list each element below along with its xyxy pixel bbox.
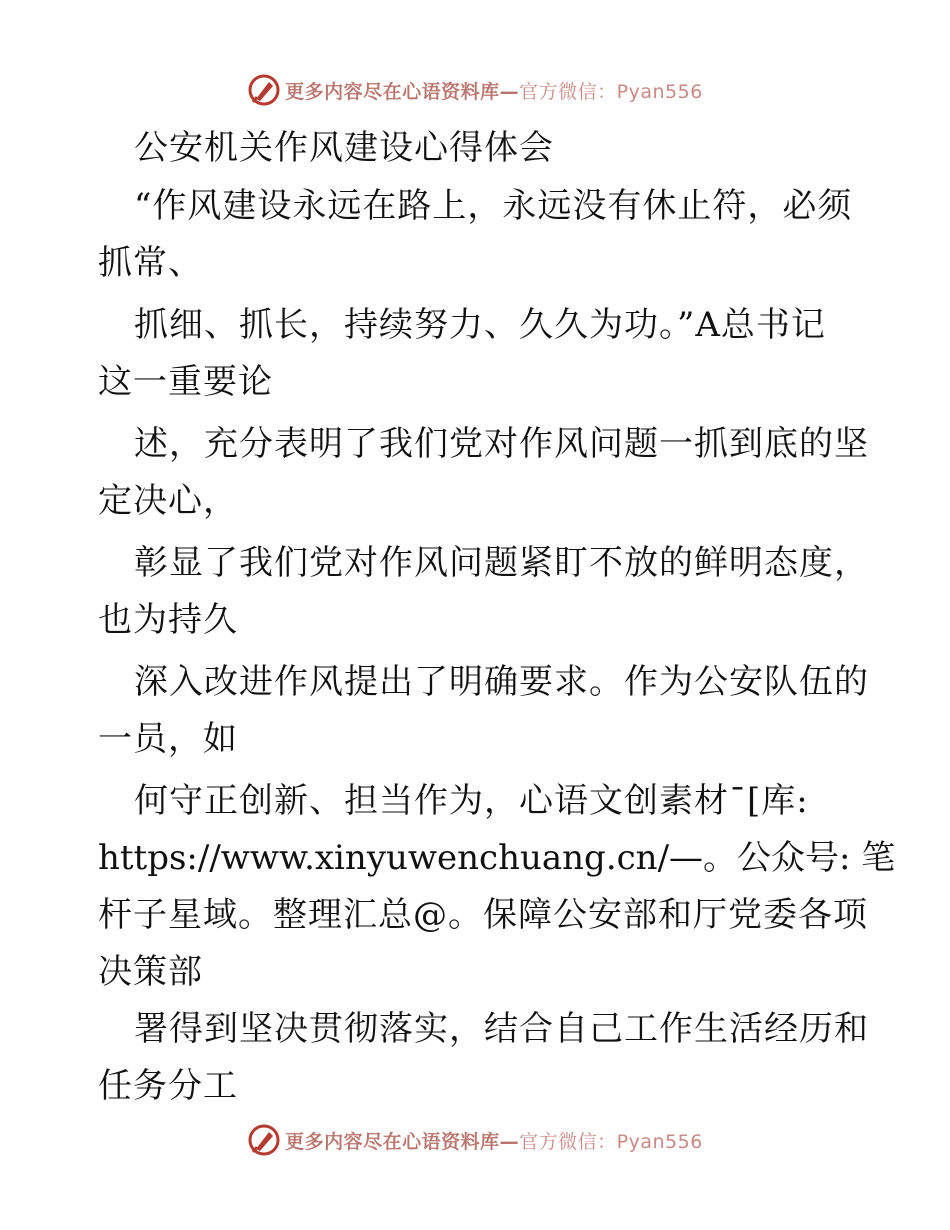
header-banner	[0, 70, 950, 110]
text-line: 彰显了我们党对作风问题紧盯不放的鲜明态度，	[134, 543, 869, 583]
text-line: 任务分工	[98, 1066, 238, 1106]
text-line: 决策部	[98, 952, 203, 992]
pen-logo-icon	[247, 73, 281, 107]
text-line: 述，充分表明了我们党对作风问题一抓到底的坚	[134, 424, 869, 464]
text-line: 抓细、抓长，持续努力、久久为功。”A总书记	[134, 305, 826, 345]
text-line: 杆子星域。整理汇总@。保障公安部和厅党委各项	[98, 895, 868, 935]
banner-text: 更多内容尽在心语资料库—官方微信：Pyan556	[285, 1130, 703, 1153]
banner-text: 更多内容尽在心语资料库—官方微信：Pyan556	[285, 80, 703, 103]
text-line: 何守正创新、担当作为，心语文创素材¯[库:	[134, 781, 809, 821]
text-line: 深入改进作风提出了明确要求。作为公安队伍的	[134, 662, 869, 702]
text-line: 抓常、	[98, 243, 203, 283]
footer-banner	[0, 1120, 950, 1160]
pen-logo-icon	[247, 1123, 281, 1157]
text-line: 也为持久	[98, 600, 238, 640]
text-line: 署得到坚决贯彻落实，结合自己工作生活经历和	[134, 1009, 869, 1049]
text-line: https://www.xinyuwenchuang.cn/—。公众号: 笔	[98, 838, 896, 878]
document-title: 公安机关作风建设心得体会	[134, 128, 554, 168]
text-line: 一员，如	[98, 719, 238, 759]
text-line: 定决心，	[98, 481, 238, 521]
text-line: “作风建设永远在路上，永远没有休止符，必须	[134, 186, 853, 226]
text-line: 这一重要论	[98, 362, 273, 402]
